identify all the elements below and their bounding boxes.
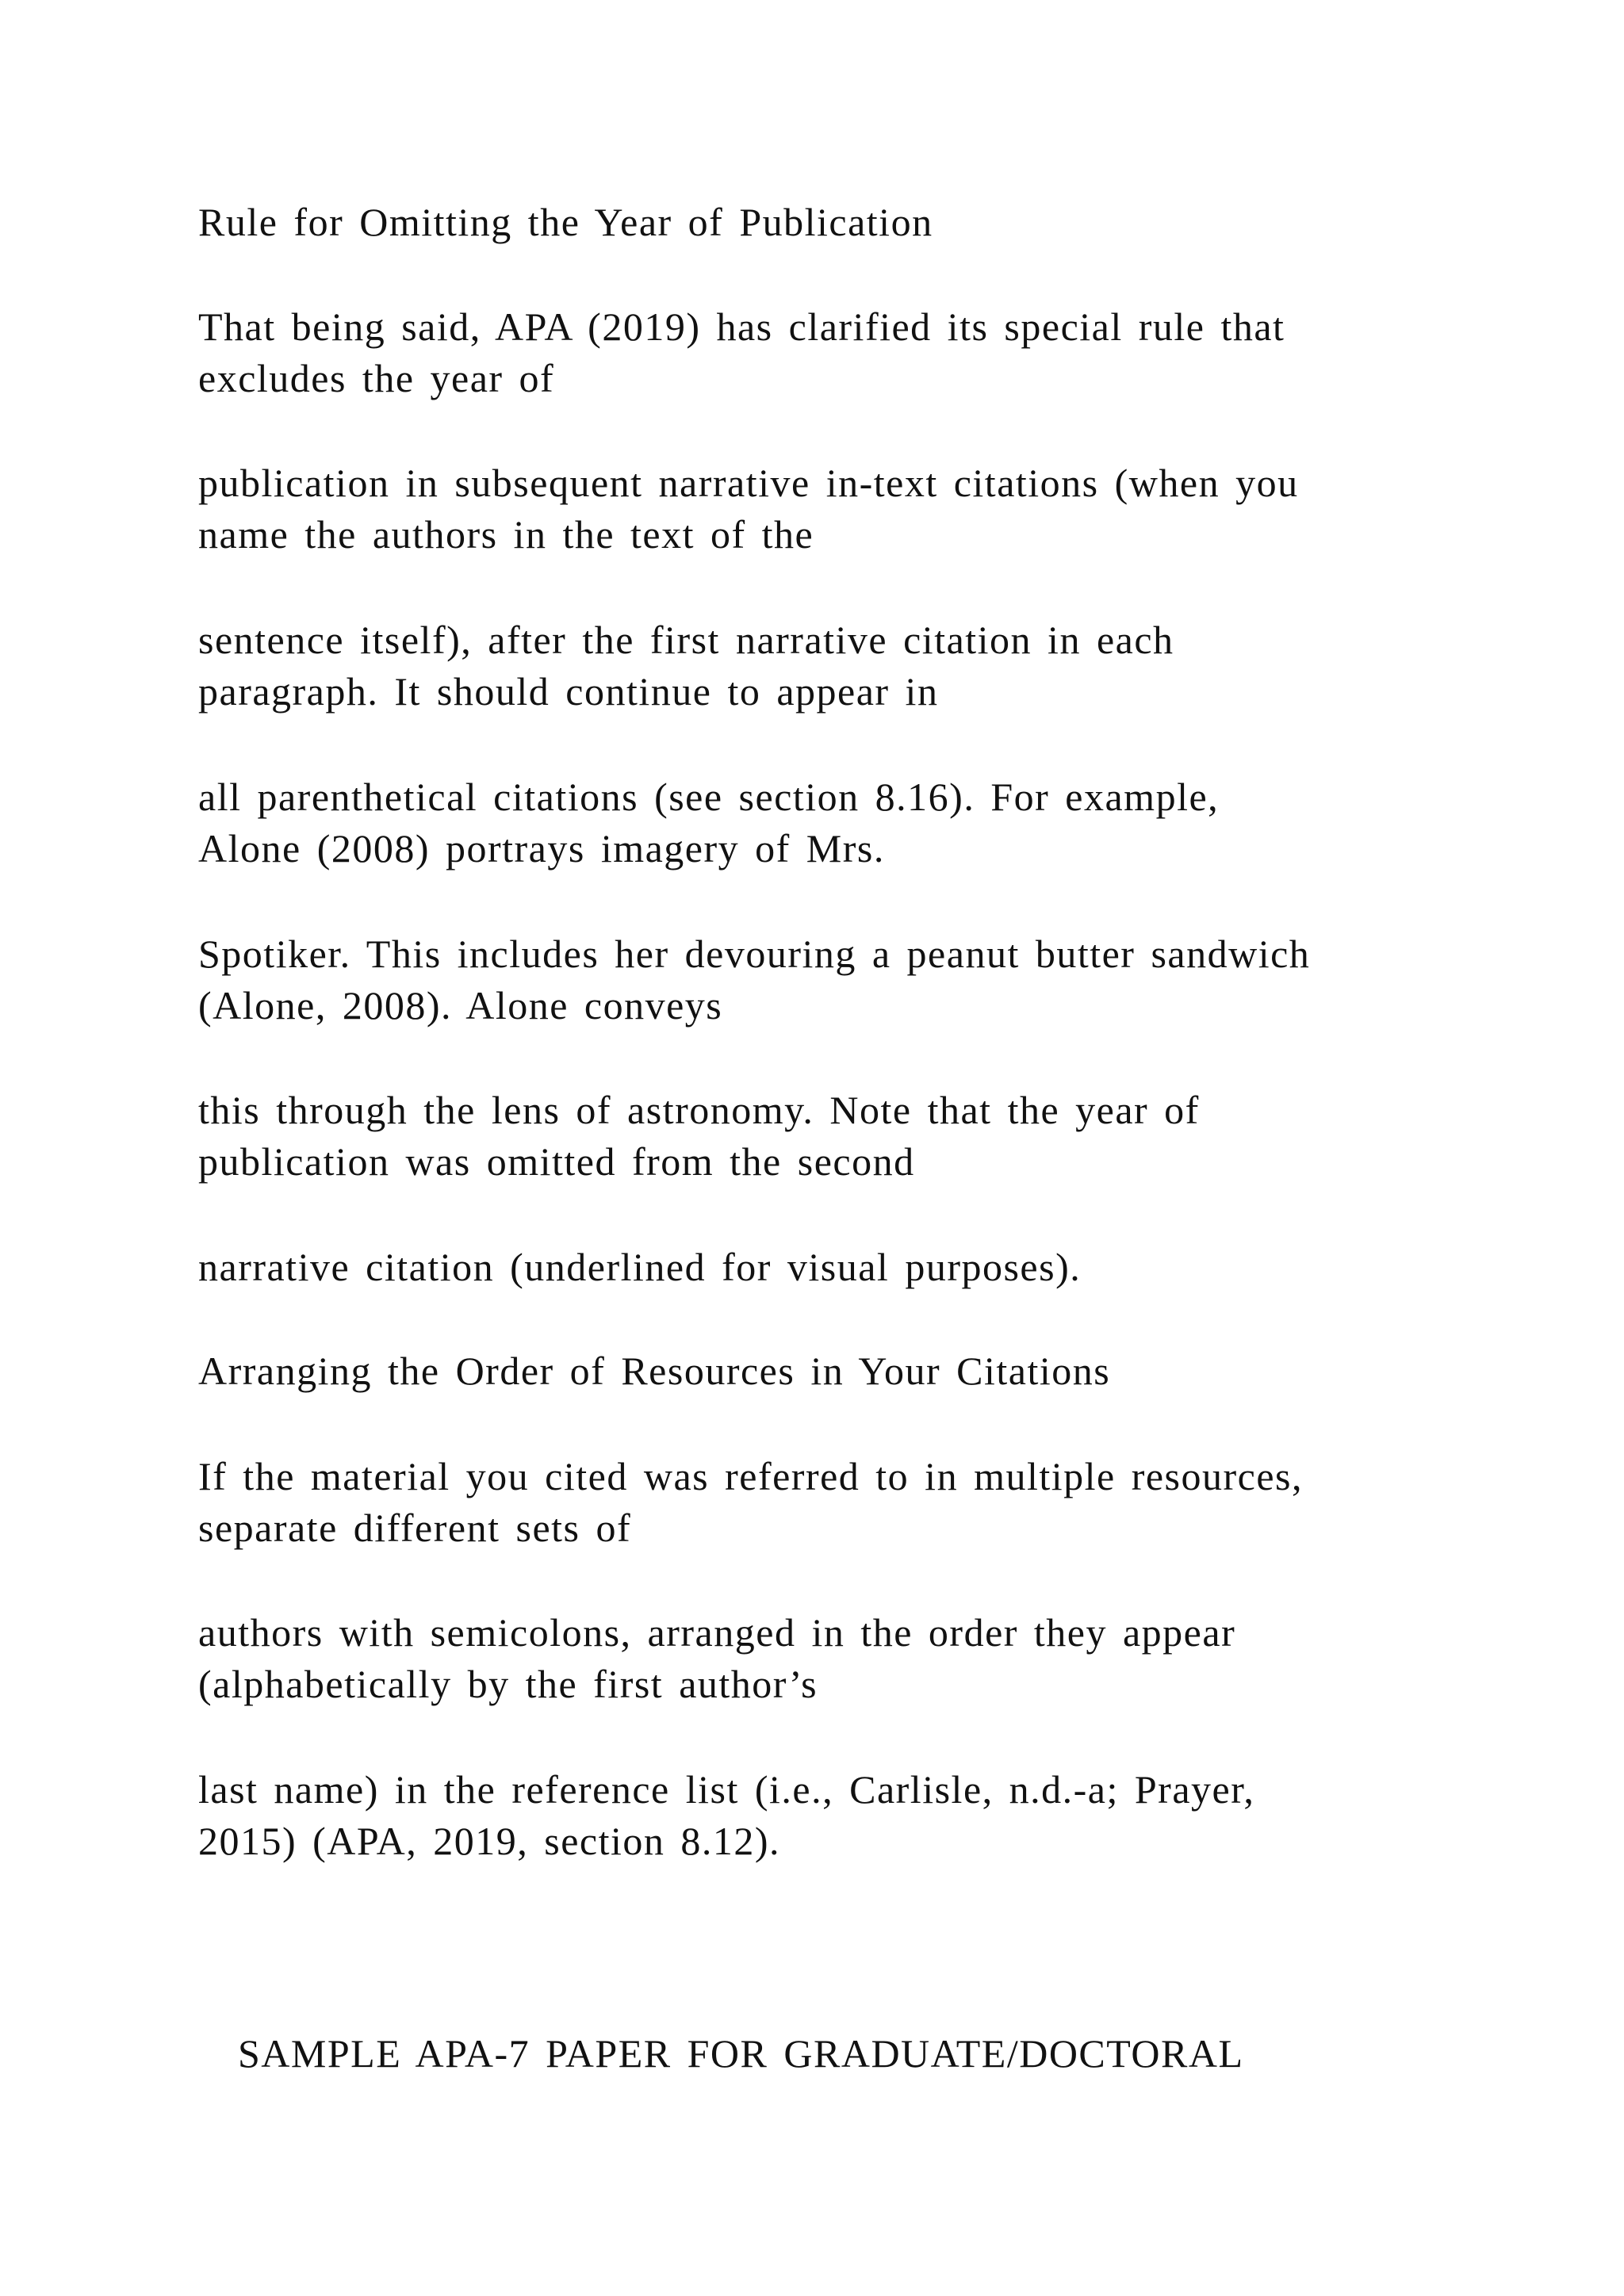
paragraph-line: Alone (2008) portrays imagery of Mrs.: [198, 826, 885, 871]
paragraph-line: Spotiker. This includes her devouring a peanut butter sandwich: [198, 932, 1311, 976]
paragraph-line: paragraph. It should continue to appear in: [198, 669, 939, 714]
paragraph-line: name the authors in the text of the: [198, 512, 814, 557]
paragraph-line: 2015) (APA, 2019, section 8.12).: [198, 1819, 781, 1863]
paragraph-line: authors with semicolons, arranged in the order they appear: [198, 1610, 1236, 1655]
paragraph-line: (Alone, 2008). Alone conveys: [198, 983, 723, 1027]
paragraph-line: If the material you cited was referred to in multiple resources,: [198, 1454, 1304, 1498]
paragraph-line: separate different sets of: [198, 1506, 632, 1550]
paragraph-line: narrative citation (underlined for visual purposes).: [198, 1245, 1082, 1289]
paragraph-line: sentence itself), after the first narrative citation in each: [198, 618, 1174, 662]
paragraph-line: publication in subsequent narrative in-text citations (when you: [198, 461, 1299, 505]
paragraph-line: last name) in the reference list (i.e., Carlisle, n.d.-a; Prayer,: [198, 1767, 1255, 1812]
paragraph-line: all parenthetical citations (see section 8.16). For example,: [198, 775, 1220, 819]
section-heading-omitting-year: Rule for Omitting the Year of Publication: [198, 200, 933, 244]
paragraph-line: (alphabetically by the first author’s: [198, 1662, 818, 1706]
section-heading-arranging-order: Arranging the Order of Resources in Your Citations: [198, 1349, 1111, 1393]
paragraph-line: this through the lens of astronomy. Note that the year of: [198, 1088, 1200, 1132]
paragraph-line: That being said, APA (2019) has clarified its special rule that: [198, 304, 1285, 349]
paragraph-line: excludes the year of: [198, 356, 555, 400]
running-head-footer: SAMPLE APA-7 PAPER FOR GRADUATE/DOCTORAL: [238, 2031, 1244, 2076]
paragraph-line: publication was omitted from the second: [198, 1139, 915, 1184]
